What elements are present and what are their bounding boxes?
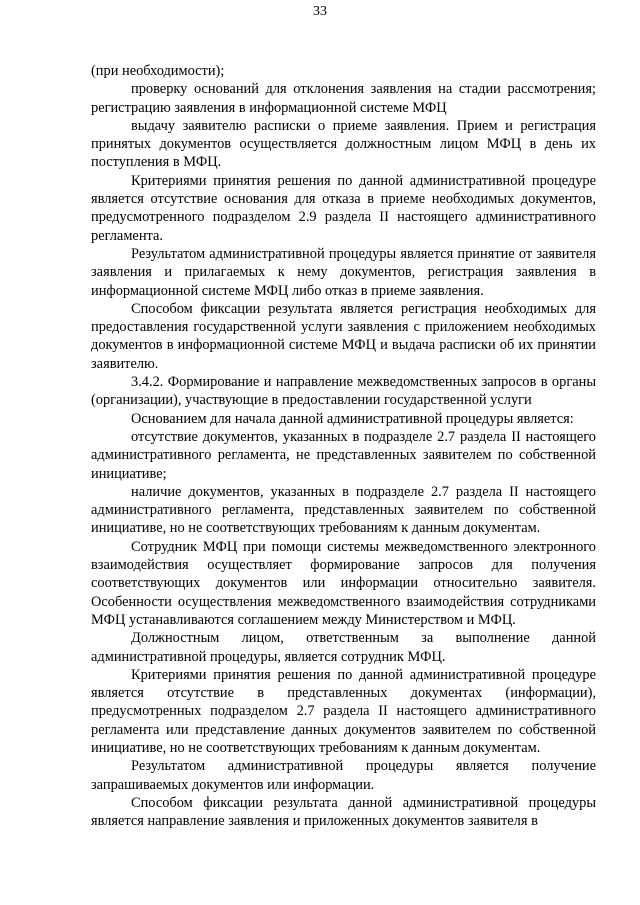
paragraph: Способом фиксации результата данной административной процедуры является направление заявления и приложенных документов заявителя в (91, 794, 596, 830)
document-body (91, 62, 596, 830)
paragraph: выдачу заявителю расписки о приеме заявления. Прием и регистрация принятых документов осуществляется должностным лицом МФЦ в день их поступления в МФЦ. (91, 117, 596, 171)
paragraph: Критериями принятия решения по данной административной процедуре является отсутствие основания для отказа в приеме необходимых документов, предусмотренного подразделом 2.9 раздела II настоящего административного регламента. (91, 172, 596, 244)
paragraph: Критериями принятия решения по данной административной процедуре является отсутствие в представленных документах (информации), предусмотренных подразделом 2.7 раздела II настоящего административного регламента или представление данных документов заявителем по собственной инициативе, но не соответствующих требованиям к данным документам. (91, 666, 596, 756)
paragraph: Результатом административной процедуры является получение запрашиваемых документов или информации. (91, 758, 596, 793)
page-number: 33 (313, 4, 327, 19)
paragraph: Основанием для начала данной административной процедуры является: (131, 410, 574, 427)
paragraph: наличие документов, указанных в подразделе 2.7 раздела II настоящего административного регламента, представленных заявителем по собственной инициативе, но не соответствующих требованиям к данным документам. (91, 483, 596, 537)
paragraph: Должностным лицом, ответственным за выполнение данной административной процедуры, является сотрудник МФЦ. (91, 630, 596, 665)
paragraph: Способом фиксации результата является регистрация необходимых для предоставления государственной услуги заявления с приложением необходимых документов в информационной системе МФЦ и выдача расписки об их принятии заявителю. (91, 300, 596, 372)
paragraph: проверку оснований для отклонения заявления на стадии рассмотрения; регистрацию заявления в информационной системе МФЦ (91, 81, 596, 116)
section-heading: 3.4.2. Формирование и направление межведомственных запросов в органы (организации), участвующие в предоставлении государственной услуги (91, 374, 596, 409)
paragraph: Сотрудник МФЦ при помощи системы межведомственного электронного взаимодействия осуществляет формирование запросов для получения соответствующих документов или информации относительно заявителя. Особенности осуществления межведомственного взаимодействия сотрудниками МФЦ устанавливаются соглашением между Министерством и МФЦ. (91, 538, 596, 628)
paragraph: отсутствие документов, указанных в подразделе 2.7 раздела II настоящего административного регламента, не представленных заявителем по собственной инициативе; (91, 428, 596, 482)
paragraph: (при необходимости); (91, 63, 225, 79)
paragraph: Результатом административной процедуры является принятие от заявителя заявления и прилагаемых к нему документов, регистрация заявления в информационной системе МФЦ либо отказ в приеме заявления. (91, 245, 596, 299)
